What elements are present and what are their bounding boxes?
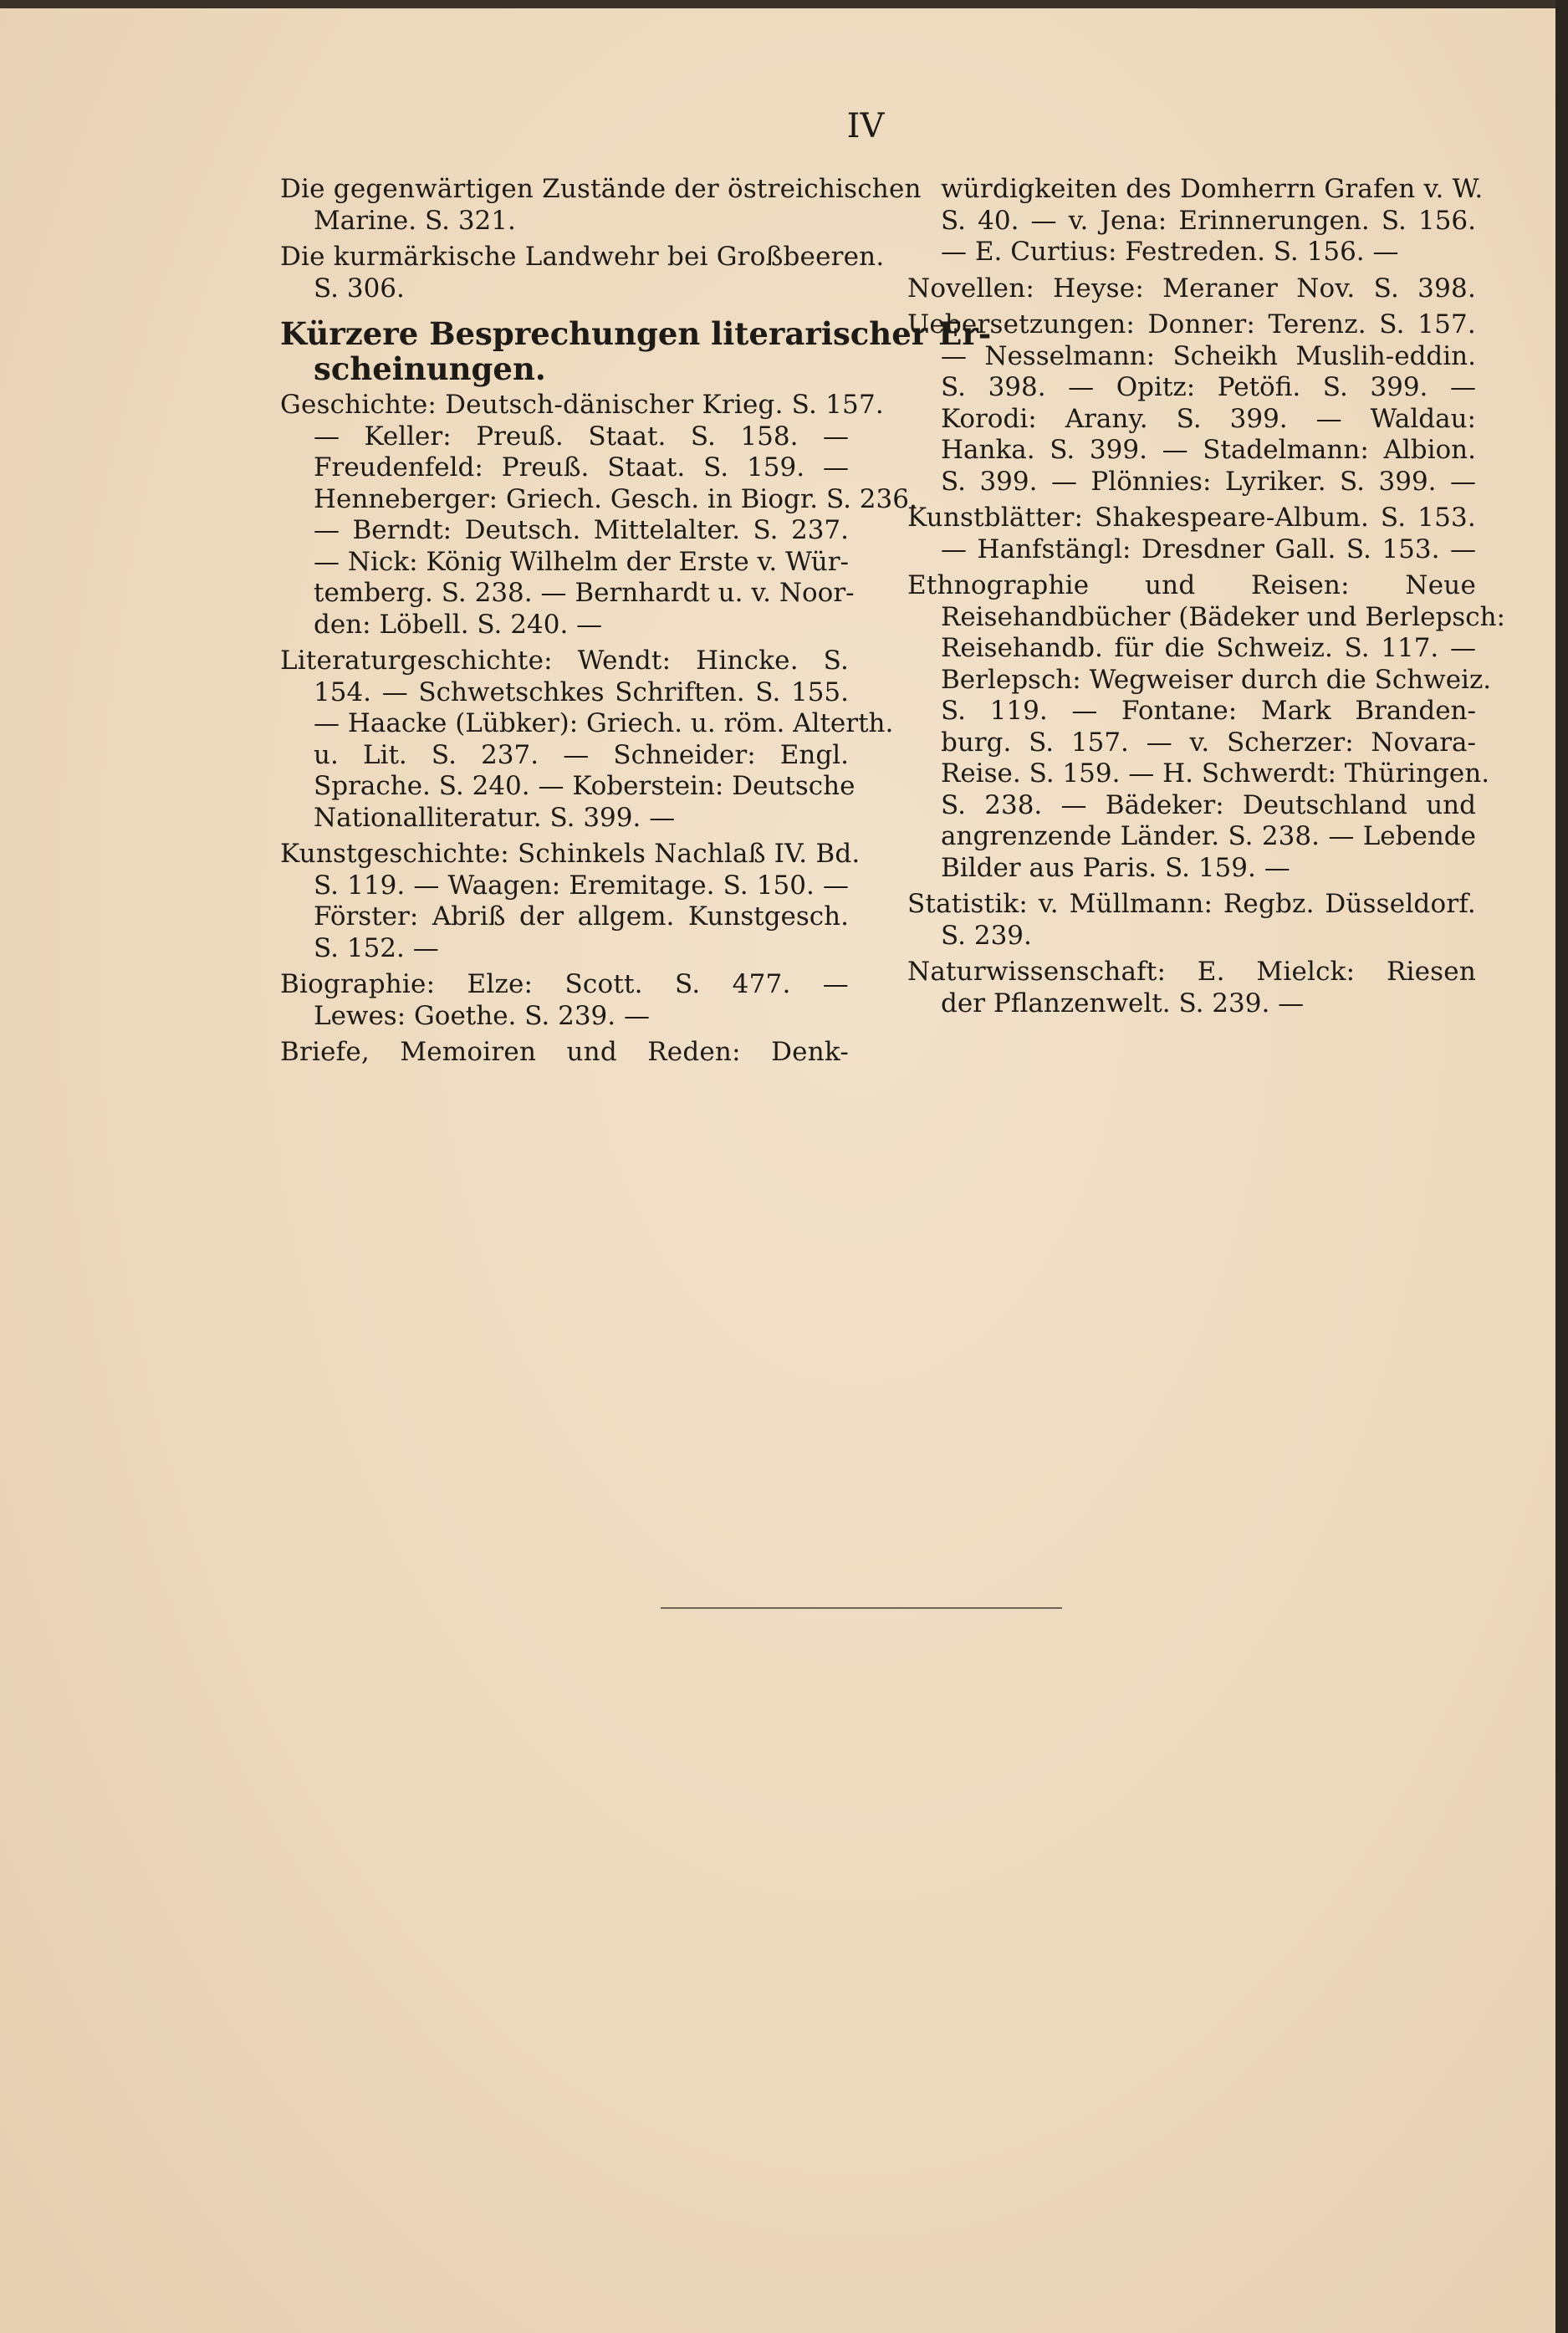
entry-literaturgeschichte <box>280 646 894 834</box>
page-number: IV <box>846 107 885 145</box>
entry-biographie <box>280 969 849 1032</box>
text-line: Reisehandbücher (Bädeker und Berlepsch: <box>941 601 1505 632</box>
text-line: Nationalliteratur. S. 399. — <box>314 802 676 833</box>
entry-uebersetzungen <box>907 309 1476 498</box>
section-divider-rule <box>661 1607 1062 1609</box>
text-line: Sprache. S. 240. — Koberstein: Deutsche <box>314 771 856 801</box>
text-line: S. 119. — Waagen: Eremitage. S. 150. — <box>314 870 849 901</box>
text-line: S. 306. <box>314 273 405 304</box>
text-line: Novellen: Heyse: Meraner Nov. S. 398. <box>907 273 1476 304</box>
text-line: Briefe, Memoiren und Reden: Denk- <box>280 1037 849 1067</box>
text-line: Literaturgeschichte: Wendt: Hincke. S. <box>280 646 849 676</box>
text-line: — Keller: Preuß. Staat. S. 158. — <box>314 421 849 452</box>
text-line: Hanka. S. 399. — Stadelmann: Albion. <box>941 435 1476 465</box>
text-line: Marine. S. 321. <box>314 205 516 236</box>
entry-naturwissenschaft <box>907 957 1476 1019</box>
text-line: Biographie: Elze: Scott. S. 477. — <box>280 969 849 999</box>
heading-line: Kürzere Besprechungen literarischer Er- <box>280 315 992 352</box>
text-line: — E. Curtius: Festreden. S. 156. — <box>941 237 1399 267</box>
right-column <box>907 174 1505 1024</box>
entry-statistik <box>907 889 1476 952</box>
section-heading <box>280 315 992 387</box>
entry-marine <box>280 174 922 237</box>
entry-kunstblaetter <box>907 503 1476 565</box>
text-line: Kunstgeschichte: Schinkels Nachlaß IV. Bd. <box>280 839 861 869</box>
entry-briefe-cont <box>907 174 1484 268</box>
text-line: Reise. S. 159. — H. Schwerdt: Thüringen. <box>941 758 1490 789</box>
entry-geschichte <box>280 390 917 641</box>
text-line: Geschichte: Deutsch-dänischer Krieg. S. 157. <box>280 390 884 420</box>
text-line: Ethnographie und Reisen: Neue <box>907 570 1476 600</box>
text-line: Naturwissenschaft: E. Mielck: Riesen <box>907 957 1476 987</box>
text-line: Statistik: v. Müllmann: Regbz. Düsseldorf. <box>907 889 1476 919</box>
text-line: der Pflanzenwelt. S. 239. — <box>941 988 1305 1018</box>
text-line: S. 40. — v. Jena: Erinnerungen. S. 156. <box>941 205 1476 236</box>
text-line: S. 399. — Plönnies: Lyriker. S. 399. — <box>941 466 1476 497</box>
text-line: temberg. S. 238. — Bernhardt u. v. Noor- <box>314 578 855 608</box>
scan-edge-right <box>1555 0 1568 2333</box>
text-line: Die kurmärkische Landwehr bei Großbeeren. <box>280 242 885 272</box>
text-line: S. 238. — Bädeker: Deutschland und <box>941 789 1476 820</box>
text-line: S. 152. — <box>314 932 439 963</box>
text-line: — Hanfstängl: Dresdner Gall. S. 153. — <box>941 533 1476 564</box>
text-line: 154. — Schwetschkes Schriften. S. 155. <box>314 676 849 707</box>
text-line: S. 119. — Fontane: Mark Branden- <box>941 696 1476 726</box>
text-line: Uebersetzungen: Donner: Terenz. S. 157. <box>907 309 1476 339</box>
entry-landwehr <box>280 242 885 304</box>
text-line: Förster: Abriß der allgem. Kunstgesch. <box>314 901 849 932</box>
entry-kunstgeschichte <box>280 839 861 964</box>
text-line: Berlepsch: Wegweiser durch die Schweiz. <box>941 664 1492 695</box>
text-line: Henneberger: Griech. Gesch. in Biogr. S. 236. <box>314 483 917 514</box>
text-line: Kunstblätter: Shakespeare-Album. S. 153. <box>907 503 1476 533</box>
text-line: S. 239. <box>941 920 1032 951</box>
text-line: — Nesselmann: Scheikh Muslih-eddin. <box>941 340 1476 371</box>
text-line: Freudenfeld: Preuß. Staat. S. 159. — <box>314 452 849 482</box>
text-line: — Haacke (Lübker): Griech. u. röm. Alterth. <box>314 708 894 738</box>
text-line: Lewes: Goethe. S. 239. — <box>314 1000 650 1031</box>
text-line: Die gegenwärtigen Zustände der östreichischen <box>280 174 922 204</box>
text-line: u. Lit. S. 237. — Schneider: Engl. <box>314 739 849 770</box>
text-line: S. 398. — Opitz: Petöfi. S. 399. — <box>941 372 1476 402</box>
entry-ethnographie <box>907 570 1505 884</box>
text-line: Reisehandb. für die Schweiz. S. 117. — <box>941 633 1476 663</box>
text-line: — Berndt: Deutsch. Mittelalter. S. 237. <box>314 515 849 545</box>
scan-edge-top <box>0 0 1568 8</box>
text-line: Korodi: Arany. S. 399. — Waldau: <box>941 403 1476 434</box>
text-line: würdigkeiten des Domherrn Grafen v. W. <box>941 174 1484 204</box>
text-line: — Nick: König Wilhelm der Erste v. Wür- <box>314 546 849 577</box>
text-line: den: Löbell. S. 240. — <box>314 609 603 640</box>
entry-briefe <box>280 1037 849 1069</box>
text-line: angrenzende Länder. S. 238. — Lebende <box>941 821 1476 851</box>
heading-line: scheinungen. <box>314 350 546 387</box>
text-line: Bilder aus Paris. S. 159. — <box>941 852 1290 883</box>
entry-novellen <box>907 273 1476 305</box>
left-column <box>280 174 992 1074</box>
text-line: burg. S. 157. — v. Scherzer: Novara- <box>941 727 1476 758</box>
